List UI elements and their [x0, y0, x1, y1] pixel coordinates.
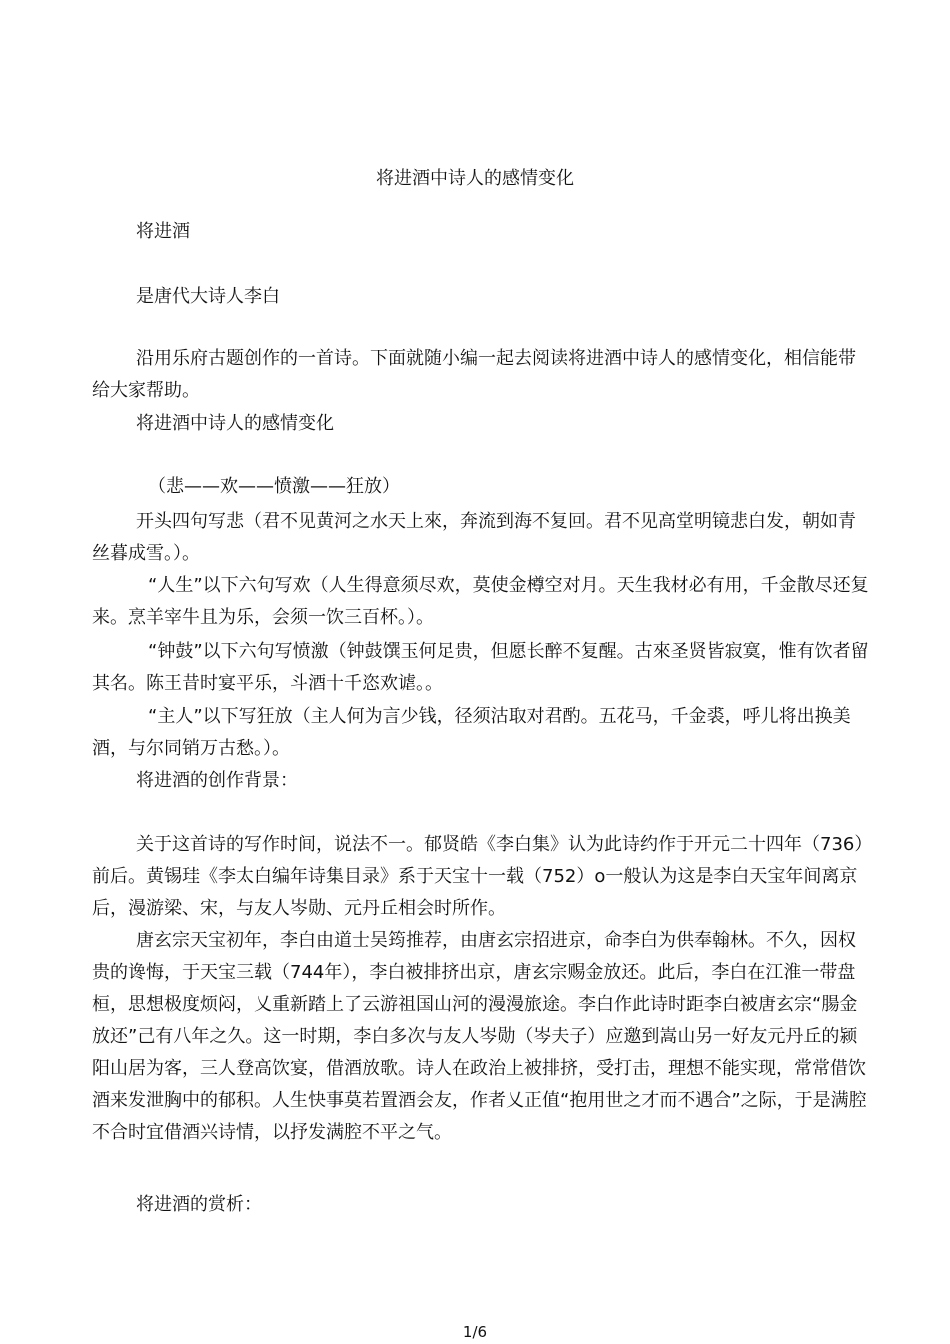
page-number: 1/6 [462, 1323, 488, 1341]
paragraph-6: 开头四句写悲（君不见黄河之水天上來，奔流到海不复回。君不见高堂明镜悲白发，朝如青丝暮成雪。）。 [92, 511, 856, 564]
paragraph-5: （悲——欢——愤激——狂放） [148, 476, 400, 497]
paragraph-4: 将进酒中诗人的感情变化 [136, 413, 334, 434]
paragraph-11: 唐玄宗天宝初年，李白由道士吴筠推荐，由唐玄宗招进京，命李白为供奉翰林。不久，因权贵的谗悔，于天宝三载（744年），李白被排挤出京，唐玄宗赐金放还。此后，李白在江淮一带盘桓，思想极度烦闷，乂重新踏上了云游祖国山河的漫漫旅途。李白作此诗时距李白被唐玄宗“腸金放还”己有八年之久。这一时期，李白多次与友人岑勋（岑夫子）应邀到嵩山另一好友元丹丘的颍阳山居为客，三人登高饮宴，借酒放歌。诗人在政治上被排挤，受打击，理想不能实现，常常借饮酒来发泄胸中的郁积。人生快事莫若置酒会友，作者乂正值“抱用世之才而不遇合”之际，于是满腔不合时宜借酒兴诗情，以抒发满腔不平之气。 [92, 930, 867, 1143]
paragraph-7: “人生”以下六句写欢（人生得意须尽欢，莫使金樽空对月。天生我材必有用，千金散尽还复来。烹羊宰牛且为乐，会须一饮三百杯。）。 [92, 575, 869, 628]
section-heading-background: 将进酒的创作背景： [136, 770, 298, 791]
paragraph-10: 关于这首诗的写作时间，说法不一。郁贤皓《李白集》认为此诗约作于开元二十四年（736）前后。黄锡珪《李太白编年诗集目录》系于天宝十一载（752）o一般认为这是李白天宝年间离京后，漫游梁、宋，与友人岑勋、元丹丘相会时所作。 [92, 834, 864, 919]
paragraph-2: 是唐代大诗人李白 [136, 286, 280, 307]
paragraph-3: 沿用乐府古题创作的一首诗。下面就随小编一起去阅读将进酒中诗人的感情变化，相信能带给大家帮助。 [92, 348, 856, 401]
page-title: 将进酒中诗人的感情变化 [376, 168, 574, 189]
paragraph-1: 将进酒 [136, 221, 190, 242]
paragraph-9: “主人”以下写狂放（主人何为言少钱，径须沽取对君酌。五花马，千金裘，呼儿将出换美酒，与尔同销万古愁。）。 [92, 706, 851, 759]
paragraph-8: “钟鼓”以下六句写愤激（钟鼓馔玉何足贵，但愿长醉不复醒。古來圣贤皆寂寞，惟有饮者留其名。陈王昔时宴平乐，斗酒十千恣欢谑。。 [92, 641, 869, 694]
section-heading-appreciation: 将进酒的赏析： [136, 1194, 262, 1215]
